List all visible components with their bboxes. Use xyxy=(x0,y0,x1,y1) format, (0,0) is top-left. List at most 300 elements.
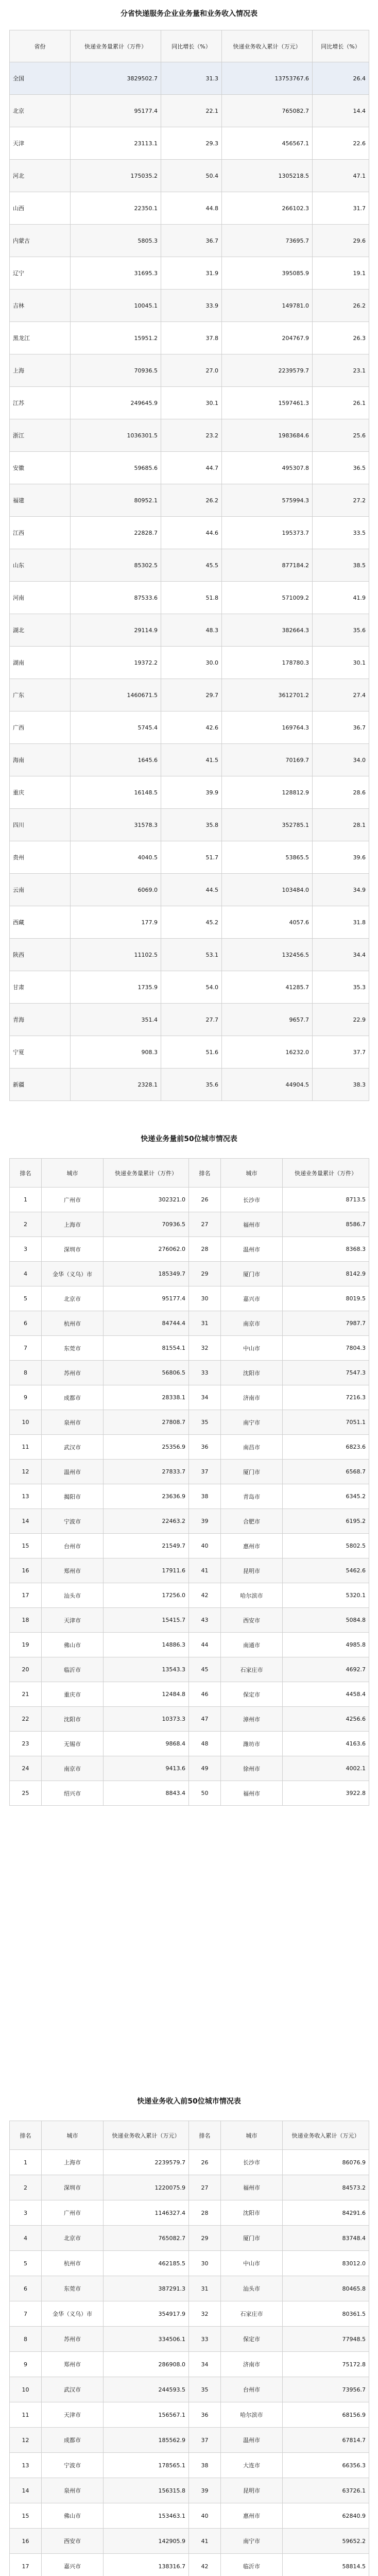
table-cell: 33 xyxy=(189,2327,221,2352)
table-cell: 厦门市 xyxy=(221,2226,283,2251)
table-cell: 27.0 xyxy=(161,354,222,387)
table-cell: 17256.0 xyxy=(104,1583,189,1608)
table-cell: 15415.7 xyxy=(104,1608,189,1633)
header-rank-left: 排名 xyxy=(10,2121,42,2150)
table-cell: 38.5 xyxy=(313,549,369,582)
table-row xyxy=(10,582,369,614)
table-cell: 7 xyxy=(10,2301,42,2327)
table-cell: 30 xyxy=(189,2251,221,2276)
table-cell: 37.8 xyxy=(161,322,222,354)
table-cell: 1036301.5 xyxy=(71,419,161,452)
table-cell: 8 xyxy=(10,2327,42,2352)
table-cell: 3 xyxy=(10,2200,42,2226)
table-cell: 128812.9 xyxy=(222,776,313,809)
table-row xyxy=(10,1435,369,1460)
table-row xyxy=(10,127,369,160)
table-cell: 28338.1 xyxy=(104,1385,189,1410)
table-row xyxy=(10,614,369,647)
table-cell: 天津市 xyxy=(42,1608,104,1633)
table-cell: 9868.4 xyxy=(104,1732,189,1756)
table-cell: 87533.6 xyxy=(71,582,161,614)
table-row xyxy=(10,2478,369,2503)
header-revenue-growth: 同比增长（%） xyxy=(313,30,369,62)
table-cell: 深圳市 xyxy=(42,1237,104,1262)
table-cell: 8368.3 xyxy=(283,1237,369,1262)
table-cell: 1220075.9 xyxy=(104,2175,189,2200)
table-row xyxy=(10,2327,369,2352)
table-cell: 35.6 xyxy=(161,1069,222,1101)
table-cell: 5802.5 xyxy=(283,1534,369,1558)
table-cell: 7547.3 xyxy=(283,1361,369,1385)
table-cell: 1 xyxy=(10,2150,42,2175)
table-cell: 28.1 xyxy=(313,809,369,841)
table-cell: 10 xyxy=(10,1410,42,1435)
table-cell: 厦门市 xyxy=(221,1460,283,1484)
table-cell: 山东 xyxy=(10,549,71,582)
table-cell: 6069.0 xyxy=(71,874,161,906)
table-row xyxy=(10,2503,369,2529)
table-cell: 178780.3 xyxy=(222,647,313,679)
table-cell: 81554.1 xyxy=(104,1336,189,1361)
header-revenue-right: 快递业务收入累计（万元） xyxy=(283,2121,369,2150)
table-cell: 58814.5 xyxy=(283,2554,369,2576)
table-cell: 495307.8 xyxy=(222,452,313,484)
header-city-left: 城市 xyxy=(42,2121,104,2150)
table-cell: 28 xyxy=(189,1237,221,1262)
table-cell: 济南市 xyxy=(221,2352,283,2377)
table-cell: 2328.1 xyxy=(71,1069,161,1101)
province-table xyxy=(9,30,369,1101)
table-cell: 19.1 xyxy=(313,257,369,290)
table-cell: 30.1 xyxy=(161,387,222,419)
table-cell: 80465.8 xyxy=(283,2276,369,2301)
table-row xyxy=(10,1756,369,1781)
table-cell: 福建 xyxy=(10,484,71,517)
table-cell: 387291.3 xyxy=(104,2276,189,2301)
table-cell: 青岛市 xyxy=(221,1484,283,1509)
table-cell: 宁夏 xyxy=(10,1036,71,1069)
table-cell: 41 xyxy=(189,1558,221,1583)
table-cell: 31.8 xyxy=(313,906,369,939)
table-cell: 山西 xyxy=(10,192,71,225)
table-cell: 9 xyxy=(10,1385,42,1410)
table-cell: 南宁市 xyxy=(221,2529,283,2554)
table-row xyxy=(10,1311,369,1336)
table-cell: 11 xyxy=(10,2402,42,2428)
header-city-right: 城市 xyxy=(221,2121,283,2150)
table-cell: 38.3 xyxy=(313,1069,369,1101)
table-cell: 49 xyxy=(189,1756,221,1781)
table-cell: 47 xyxy=(189,1707,221,1732)
table-cell: 嘉兴市 xyxy=(221,1286,283,1311)
table-row xyxy=(10,354,369,387)
table-cell: 4692.7 xyxy=(283,1657,369,1682)
table-cell: 84744.4 xyxy=(104,1311,189,1336)
table-cell: 73695.7 xyxy=(222,225,313,257)
table-cell: 26 xyxy=(189,1188,221,1212)
table-cell: 揭阳市 xyxy=(42,1484,104,1509)
table-cell: 11 xyxy=(10,1435,42,1460)
table-cell: 351.4 xyxy=(71,1004,161,1036)
table-cell: 8 xyxy=(10,1361,42,1385)
table-cell: 惠州市 xyxy=(221,2503,283,2529)
table-cell: 6568.7 xyxy=(283,1460,369,1484)
table-cell: 云南 xyxy=(10,874,71,906)
table-cell: 哈尔滨市 xyxy=(221,2402,283,2428)
table-row xyxy=(10,322,369,354)
header-city-left: 城市 xyxy=(42,1159,104,1188)
table-row xyxy=(10,1781,369,1806)
table-cell: 西藏 xyxy=(10,906,71,939)
table-cell: 13 xyxy=(10,2453,42,2478)
table-cell: 3612701.2 xyxy=(222,679,313,711)
table-row xyxy=(10,1558,369,1583)
table-cell: 东莞市 xyxy=(42,2276,104,2301)
table-cell: 44 xyxy=(189,1633,221,1657)
table-cell: 临沂市 xyxy=(221,2554,283,2576)
table-cell: 中山市 xyxy=(221,1336,283,1361)
table-cell: 16 xyxy=(10,1558,42,1583)
table-cell: 新疆 xyxy=(10,1069,71,1101)
table-cell: 149781.0 xyxy=(222,290,313,322)
table-cell: 温州市 xyxy=(221,1237,283,1262)
table-cell: 302321.0 xyxy=(104,1188,189,1212)
table-cell: 武汉市 xyxy=(42,2377,104,2402)
table-cell: 204767.9 xyxy=(222,322,313,354)
table-cell: 昆明市 xyxy=(221,1558,283,1583)
table-cell: 上海市 xyxy=(42,2150,104,2175)
table-cell: 39.9 xyxy=(161,776,222,809)
table-cell: 6195.2 xyxy=(283,1509,369,1534)
table-cell: 15 xyxy=(10,1534,42,1558)
table-cell: 84573.2 xyxy=(283,2175,369,2200)
table-cell: 6 xyxy=(10,1311,42,1336)
table-cell: 宁波市 xyxy=(42,2453,104,2478)
table-cell: 1983684.6 xyxy=(222,419,313,452)
table-cell: 382664.3 xyxy=(222,614,313,647)
table-cell: 深圳市 xyxy=(42,2175,104,2200)
table-cell: 27.2 xyxy=(313,484,369,517)
table-row xyxy=(10,452,369,484)
table-row xyxy=(10,1336,369,1361)
table-cell: 59685.6 xyxy=(71,452,161,484)
table-cell: 42.6 xyxy=(161,711,222,744)
table-cell: 武汉市 xyxy=(42,1435,104,1460)
table-cell: 5 xyxy=(10,1286,42,1311)
table-cell: 33.5 xyxy=(313,517,369,549)
table-cell: 徐州市 xyxy=(221,1756,283,1781)
table-cell: 5745.4 xyxy=(71,711,161,744)
table-cell: 27.4 xyxy=(313,679,369,711)
table-cell: 9413.6 xyxy=(104,1756,189,1781)
table-cell: 39 xyxy=(189,1509,221,1534)
table-cell: 21 xyxy=(10,1682,42,1707)
table-cell: 中山市 xyxy=(221,2251,283,2276)
table-row xyxy=(10,1262,369,1286)
table-cell: 908.3 xyxy=(71,1036,161,1069)
table-cell: 沈阳市 xyxy=(42,1707,104,1732)
table-cell: 27808.7 xyxy=(104,1410,189,1435)
table-row xyxy=(10,1657,369,1682)
header-volume: 快递业务量累计（万件） xyxy=(71,30,161,62)
table-cell: 嘉兴市 xyxy=(42,2554,104,2576)
table-cell: 24 xyxy=(10,1756,42,1781)
table-cell: 苏州市 xyxy=(42,1361,104,1385)
table-cell: 22.1 xyxy=(161,95,222,127)
table-cell: 47.1 xyxy=(313,160,369,192)
table-cell: 765082.7 xyxy=(104,2226,189,2251)
table-cell: 北京市 xyxy=(42,2226,104,2251)
table-cell: 佛山市 xyxy=(42,2503,104,2529)
table-cell: 13543.3 xyxy=(104,1657,189,1682)
table-cell: 温州市 xyxy=(221,2428,283,2453)
table-cell: 44.5 xyxy=(161,874,222,906)
table-cell: 金华（义乌）市 xyxy=(42,2301,104,2327)
table-cell: 广州市 xyxy=(42,2200,104,2226)
table-cell: 5084.8 xyxy=(283,1608,369,1633)
table-row xyxy=(10,1385,369,1410)
table-cell: 70936.5 xyxy=(104,1212,189,1237)
table-cell: 17 xyxy=(10,2554,42,2576)
table-cell: 4256.6 xyxy=(283,1707,369,1732)
table-cell: 1146327.4 xyxy=(104,2200,189,2226)
table-row xyxy=(10,1286,369,1311)
table-row xyxy=(10,2200,369,2226)
table-cell: 合肥市 xyxy=(221,1509,283,1534)
table-cell: 44.8 xyxy=(161,192,222,225)
table-cell: 广西 xyxy=(10,711,71,744)
table-cell: 11102.5 xyxy=(71,939,161,971)
table-cell: 3 xyxy=(10,1237,42,1262)
table-cell: 77948.5 xyxy=(283,2327,369,2352)
table-cell: 35 xyxy=(189,2377,221,2402)
table-cell: 1 xyxy=(10,1188,42,1212)
table-cell: 宁波市 xyxy=(42,1509,104,1534)
header-rank-right: 排名 xyxy=(189,1159,221,1188)
table-cell: 85302.5 xyxy=(71,549,161,582)
table-cell: 25.6 xyxy=(313,419,369,452)
table-row xyxy=(10,2175,369,2200)
section-title-volume-cities: 快递业务量前50位城市情况表 xyxy=(141,1135,237,1143)
table-cell: 3922.8 xyxy=(283,1781,369,1806)
table-cell: 8713.5 xyxy=(283,1188,369,1212)
revenue-city-table xyxy=(9,2121,369,2576)
table-cell: 22.9 xyxy=(313,1004,369,1036)
table-cell: 35.8 xyxy=(161,809,222,841)
section-title-revenue-cities: 快递业务收入前50位城市情况表 xyxy=(137,2097,241,2106)
table-cell: 41.5 xyxy=(161,744,222,776)
table-cell: 54.0 xyxy=(161,971,222,1004)
table-row xyxy=(10,2402,369,2428)
table-cell: 178565.1 xyxy=(104,2453,189,2478)
table-cell: 41.9 xyxy=(313,582,369,614)
table-row xyxy=(10,874,369,906)
table-cell: 70936.5 xyxy=(71,354,161,387)
table-cell: 31 xyxy=(189,2276,221,2301)
table-cell: 昆明市 xyxy=(221,2478,283,2503)
table-row xyxy=(10,2150,369,2175)
table-cell: 保定市 xyxy=(221,2327,283,2352)
table-cell: 51.6 xyxy=(161,1036,222,1069)
table-cell: 漳州市 xyxy=(221,1707,283,1732)
table-cell: 83012.0 xyxy=(283,2251,369,2276)
table-cell: 上海市 xyxy=(42,1212,104,1237)
table-cell: 34 xyxy=(189,2352,221,2377)
table-cell: 395085.9 xyxy=(222,257,313,290)
table-cell: 42 xyxy=(189,2554,221,2576)
table-row xyxy=(10,906,369,939)
table-cell: 23 xyxy=(10,1732,42,1756)
table-cell: 18 xyxy=(10,1608,42,1633)
table-cell: 169764.3 xyxy=(222,711,313,744)
table-row xyxy=(10,95,369,127)
table-cell: 36.7 xyxy=(161,225,222,257)
table-cell: 4 xyxy=(10,1262,42,1286)
table-cell: 27833.7 xyxy=(104,1460,189,1484)
table-cell: 无锡市 xyxy=(42,1732,104,1756)
table-cell: 195373.7 xyxy=(222,517,313,549)
table-cell: 31695.3 xyxy=(71,257,161,290)
table-cell: 青海 xyxy=(10,1004,71,1036)
table-cell: 金华（义乌）市 xyxy=(42,1262,104,1286)
table-cell: 27.7 xyxy=(161,1004,222,1036)
table-cell: 17 xyxy=(10,1583,42,1608)
table-cell: 8019.5 xyxy=(283,1286,369,1311)
table-cell: 42 xyxy=(189,1583,221,1608)
table-cell: 26.2 xyxy=(161,484,222,517)
volume-city-table xyxy=(9,1158,369,1806)
table-row xyxy=(10,679,369,711)
table-cell: 苏州市 xyxy=(42,2327,104,2352)
table-row xyxy=(10,2301,369,2327)
table-row xyxy=(10,2428,369,2453)
table-cell: 46 xyxy=(189,1682,221,1707)
table-row xyxy=(10,1004,369,1036)
table-cell: 16 xyxy=(10,2529,42,2554)
table-row xyxy=(10,62,369,95)
table-cell: 19 xyxy=(10,1633,42,1657)
table-cell: 5320.1 xyxy=(283,1583,369,1608)
table-cell: 63726.1 xyxy=(283,2478,369,2503)
table-cell: 28.6 xyxy=(313,776,369,809)
table-cell: 9 xyxy=(10,2352,42,2377)
table-cell: 广州市 xyxy=(42,1188,104,1212)
table-cell: 156315.8 xyxy=(104,2478,189,2503)
table-cell: 沈阳市 xyxy=(221,2200,283,2226)
table-cell: 8843.4 xyxy=(104,1781,189,1806)
table-row xyxy=(10,419,369,452)
table-cell: 34 xyxy=(189,1385,221,1410)
table-cell: 10373.3 xyxy=(104,1707,189,1732)
table-cell: 32 xyxy=(189,1336,221,1361)
table-row xyxy=(10,290,369,322)
table-cell: 石家庄市 xyxy=(221,1657,283,1682)
table-cell: 1305218.5 xyxy=(222,160,313,192)
table-cell: 南京市 xyxy=(221,1311,283,1336)
table-cell: 河南 xyxy=(10,582,71,614)
header-volume-growth: 同比增长（%） xyxy=(161,30,222,62)
table-cell: 35 xyxy=(189,1410,221,1435)
table-row xyxy=(10,1188,369,1212)
table-cell: 浙江 xyxy=(10,419,71,452)
table-cell: 江西 xyxy=(10,517,71,549)
table-row xyxy=(10,2276,369,2301)
table-cell: 26 xyxy=(189,2150,221,2175)
table-cell: 27 xyxy=(189,2175,221,2200)
table-cell: 29 xyxy=(189,1262,221,1286)
table-cell: 26.4 xyxy=(313,62,369,95)
table-cell: 31 xyxy=(189,1311,221,1336)
header-revenue: 快递业务收入累计（万元） xyxy=(222,30,313,62)
table-cell: 4040.5 xyxy=(71,841,161,874)
table-row xyxy=(10,387,369,419)
table-cell: 765082.7 xyxy=(222,95,313,127)
table-cell: 14 xyxy=(10,1509,42,1534)
table-cell: 36 xyxy=(189,2402,221,2428)
table-cell: 郑州市 xyxy=(42,2352,104,2377)
table-cell: 31578.3 xyxy=(71,809,161,841)
table-row xyxy=(10,549,369,582)
table-cell: 276062.0 xyxy=(104,1237,189,1262)
table-cell: 352785.1 xyxy=(222,809,313,841)
table-cell: 877184.2 xyxy=(222,549,313,582)
table-row xyxy=(10,711,369,744)
table-cell: 571009.2 xyxy=(222,582,313,614)
table-cell: 5 xyxy=(10,2251,42,2276)
table-cell: 59652.2 xyxy=(283,2529,369,2554)
table-cell: 长沙市 xyxy=(221,2150,283,2175)
table-row xyxy=(10,2453,369,2478)
table-row xyxy=(10,1212,369,1237)
table-cell: 5805.3 xyxy=(71,225,161,257)
table-cell: 45.2 xyxy=(161,906,222,939)
header-rank-left: 排名 xyxy=(10,1159,42,1188)
table-cell: 68156.9 xyxy=(283,2402,369,2428)
table-cell: 3829502.7 xyxy=(71,62,161,95)
table-row xyxy=(10,484,369,517)
table-cell: 内蒙古 xyxy=(10,225,71,257)
table-cell: 绍兴市 xyxy=(42,1781,104,1806)
table-cell: 34.0 xyxy=(313,744,369,776)
table-cell: 29.6 xyxy=(313,225,369,257)
table-row xyxy=(10,2554,369,2576)
table-row xyxy=(10,971,369,1004)
table-cell: 17911.6 xyxy=(104,1558,189,1583)
table-cell: 21549.7 xyxy=(104,1534,189,1558)
table-cell: 杭州市 xyxy=(42,2251,104,2276)
table-cell: 7987.7 xyxy=(283,1311,369,1336)
table-cell: 7216.3 xyxy=(283,1385,369,1410)
table-cell: 7 xyxy=(10,1336,42,1361)
table-cell: 7051.1 xyxy=(283,1410,369,1435)
table-cell: 53.1 xyxy=(161,939,222,971)
table-row xyxy=(10,1732,369,1756)
table-cell: 575994.3 xyxy=(222,484,313,517)
table-cell: 台州市 xyxy=(42,1534,104,1558)
table-row xyxy=(10,1707,369,1732)
table-cell: 天津 xyxy=(10,127,71,160)
table-cell: 江苏 xyxy=(10,387,71,419)
table-cell: 6823.6 xyxy=(283,1435,369,1460)
table-cell: 12484.8 xyxy=(104,1682,189,1707)
table-cell: 杭州市 xyxy=(42,1311,104,1336)
table-cell: 19372.2 xyxy=(71,647,161,679)
table-cell: 44.7 xyxy=(161,452,222,484)
table-cell: 1597461.3 xyxy=(222,387,313,419)
table-cell: 37 xyxy=(189,1460,221,1484)
table-cell: 30.1 xyxy=(313,647,369,679)
table-cell: 23.2 xyxy=(161,419,222,452)
